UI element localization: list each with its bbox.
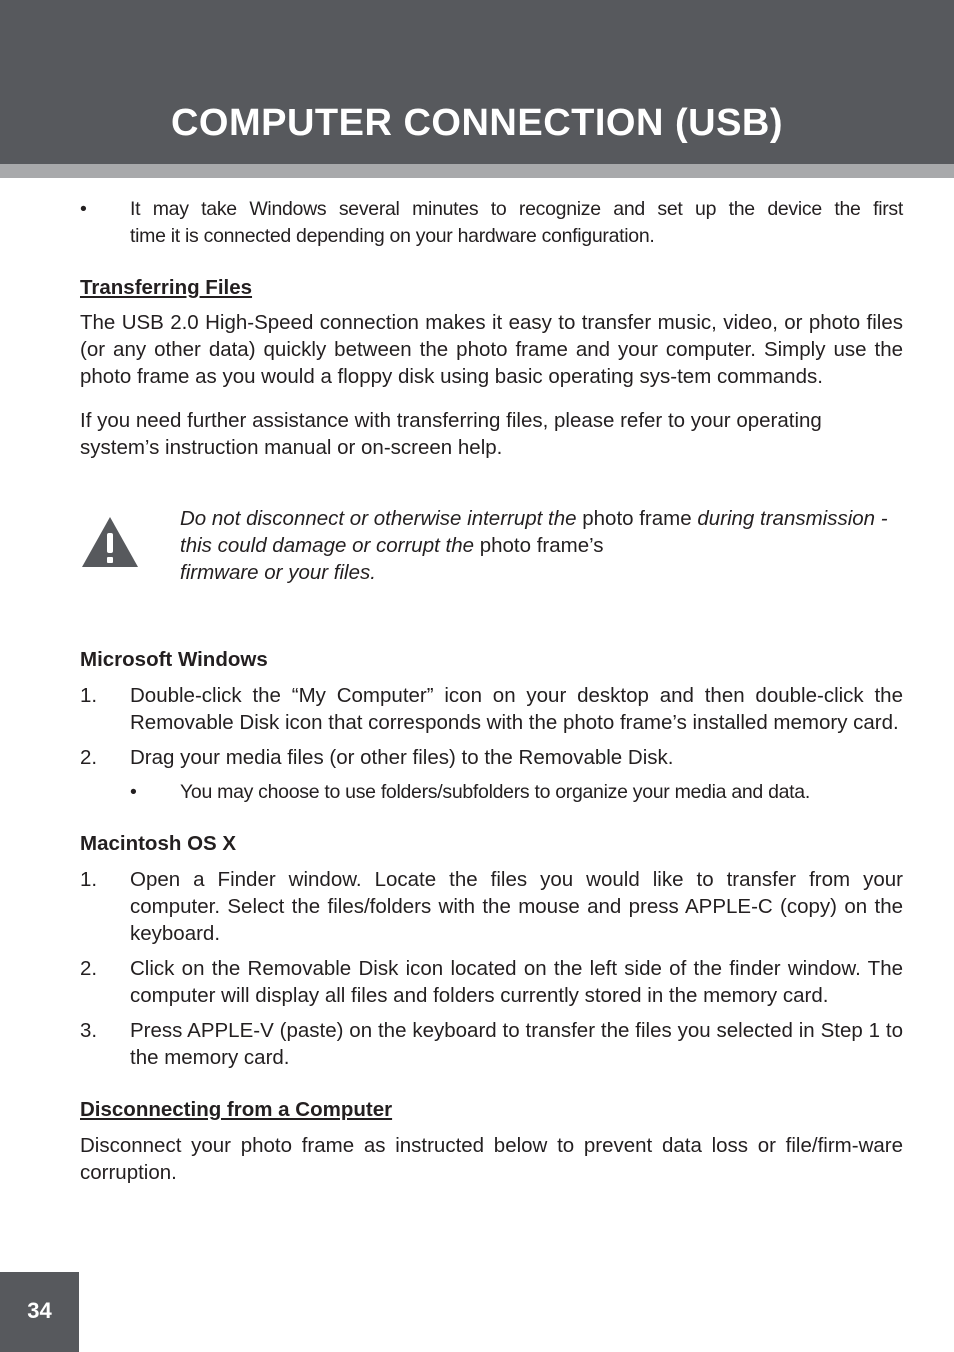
- warning-triangle-icon: [80, 515, 180, 576]
- macintosh-heading: Macintosh OS X: [80, 832, 237, 855]
- step-number: 1.: [80, 684, 98, 707]
- warning-part-5: firmware or your files.: [180, 561, 376, 584]
- warning-notice: [80, 505, 903, 586]
- warning-triangle-svg: [80, 515, 140, 569]
- header-divider-bar: [0, 164, 954, 178]
- warning-part-3: during transmission - this could damage or corrupt the: [180, 507, 888, 557]
- mac-step: [80, 955, 903, 1009]
- microsoft-windows-heading: Microsoft Windows: [80, 648, 268, 671]
- intro-line-2: time it is connected depending on your hardware configuration.: [130, 225, 655, 247]
- disconnecting-para: Disconnect your photo frame as instructed below to prevent data loss or file/firm-ware corruption.: [80, 1134, 903, 1184]
- transferring-para-2: If you need further assistance with transferring files, please refer to your operating system’s instruction manual or on-screen help.: [80, 409, 822, 459]
- page-number-box: [0, 1272, 79, 1352]
- intro-line-1: It may take Windows several minutes to recognize and set up the device the first: [130, 198, 903, 220]
- transferring-files-heading: Transferring Files: [80, 276, 253, 299]
- step-text: Open a Finder window. Locate the files you would like to transfer from your computer. Select the files/folders with the mouse and press APPLE-C (copy) on the keyboard.: [130, 868, 903, 945]
- step-number: 2.: [80, 957, 98, 980]
- step-text: Click on the Removable Disk icon located on the left side of the finder window. The computer will display all files and folders currently stored in the memory card.: [130, 957, 903, 1007]
- windows-sub-bullet: [130, 779, 903, 806]
- step-text: Drag your media files (or other files) to the Removable Disk.: [130, 746, 674, 769]
- page-number: 34: [27, 1298, 52, 1323]
- windows-step: [80, 682, 903, 736]
- bullet-mark: •: [130, 781, 137, 803]
- step-number: 3.: [80, 1019, 98, 1042]
- warning-part-2: photo frame: [576, 507, 698, 530]
- warning-text: [180, 505, 903, 586]
- intro-bullet: [80, 196, 903, 250]
- page-header: [0, 0, 954, 164]
- step-number: 2.: [80, 746, 98, 769]
- disconnecting-heading: Disconnecting from a Computer: [80, 1098, 393, 1121]
- mac-step: [80, 866, 903, 947]
- transferring-para-1: The USB 2.0 High-Speed connection makes it easy to transfer music, video, or photo files (or any other data) quickly between the photo frame and your computer. Simply use the photo frame as you would a floppy disk using basic operating sys-tem commands.: [80, 311, 903, 388]
- warning-part-4: photo frame’s: [474, 534, 604, 557]
- sub-bullet-text: You may choose to use folders/subfolders to organize your media and data.: [180, 781, 810, 803]
- page-content: [80, 196, 903, 1186]
- warning-part-1: Do not disconnect or otherwise interrupt the: [180, 507, 577, 530]
- windows-step: [80, 744, 903, 771]
- step-text: Double-click the “My Computer” icon on your desktop and then double-click the Removable Disk icon that corresponds with the photo frame’s installed memory card.: [130, 684, 903, 734]
- step-text: Press APPLE-V (paste) on the keyboard to transfer the files you selected in Step 1 to the memory card.: [130, 1019, 903, 1069]
- page-title: COMPUTER CONNECTION (USB): [170, 102, 784, 144]
- bullet-mark: •: [80, 198, 87, 220]
- step-number: 1.: [80, 868, 98, 891]
- mac-step: [80, 1017, 903, 1071]
